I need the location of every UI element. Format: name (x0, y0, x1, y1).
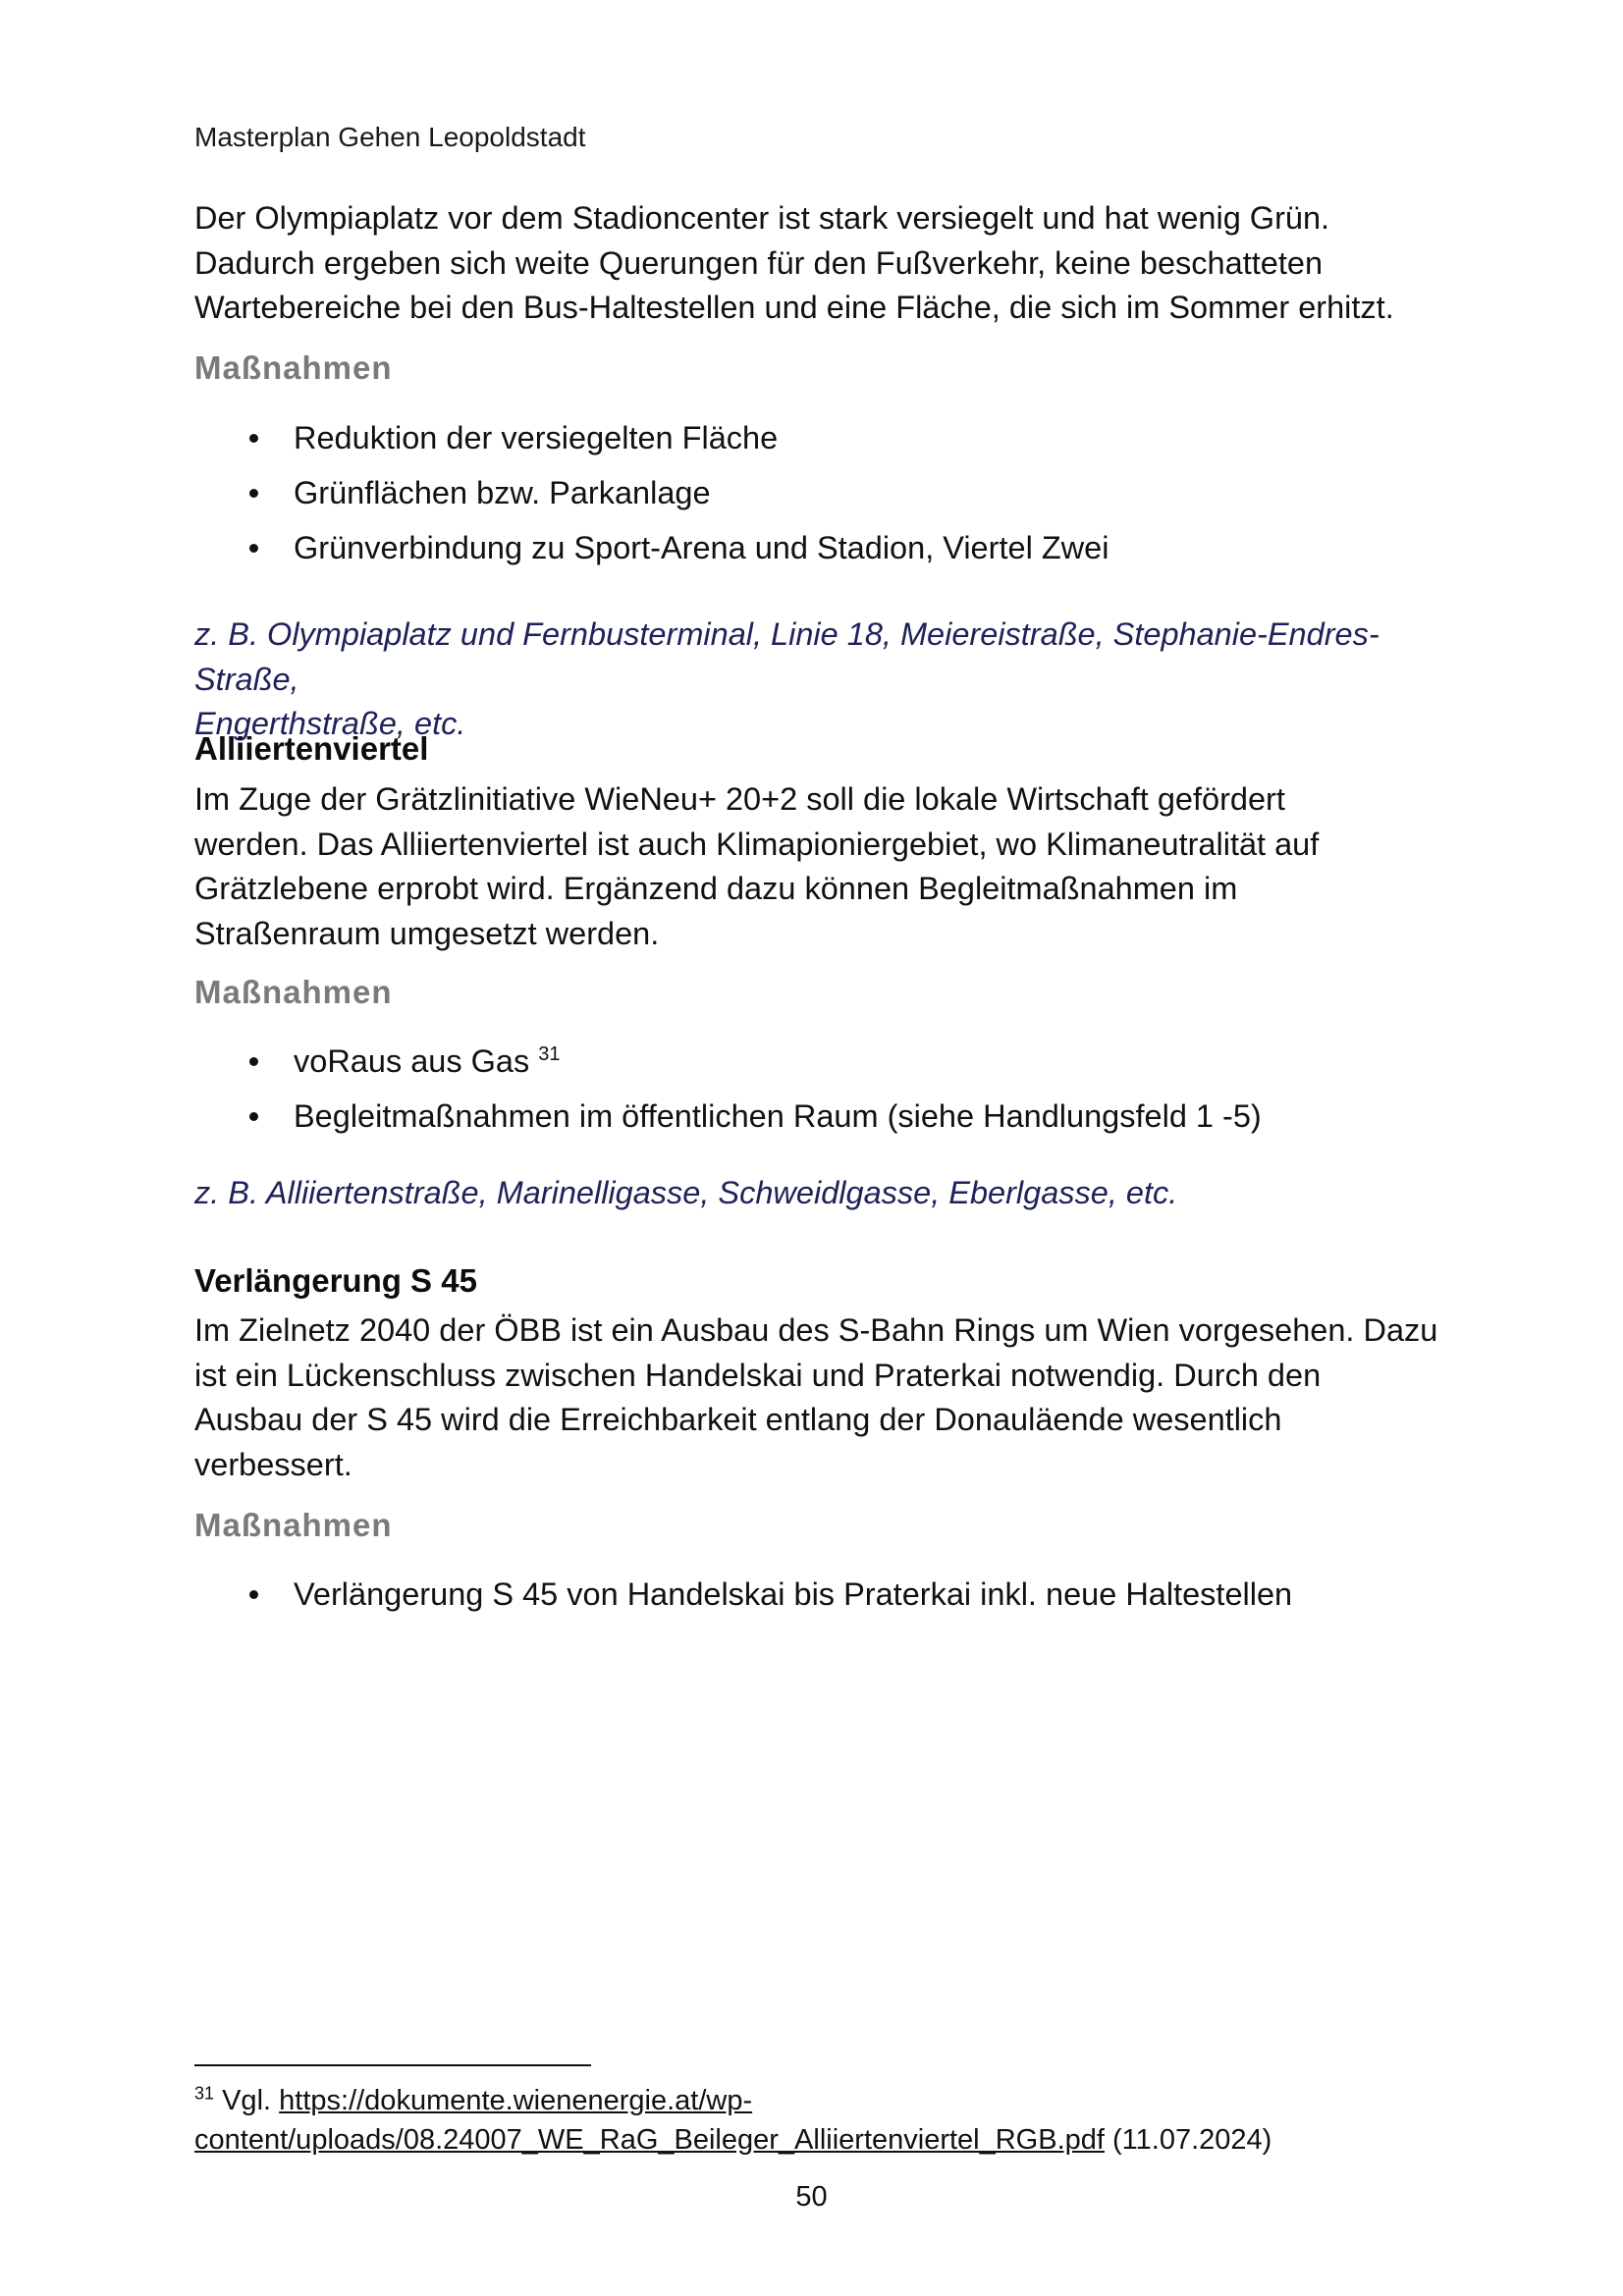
s45-paragraph (194, 1308, 1461, 1487)
s45-measures-list (194, 1567, 1292, 1622)
footnote-separator (194, 2064, 591, 2066)
bullet-icon (249, 1057, 258, 1066)
section-heading-alliiertenviertel: Alliiertenviertel (194, 730, 429, 767)
footnote-reference[interactable]: 31 (538, 1043, 561, 1066)
list-item: Begleitmaßnahmen im öffentlichen Raum (siehe Handlungsfeld 1 -5) (194, 1089, 1262, 1144)
footnote-prefix: Vgl. (222, 2085, 272, 2116)
footnote-link[interactable]: content/uploads/08.24007_WE_RaG_Beileger_Alliiertenviertel_RGB.pdf (194, 2124, 1105, 2156)
paragraph-line: ist ein Lückenschluss zwischen Handelskai und Praterkai notwendig. Durch den (194, 1357, 1322, 1393)
bullet-icon (249, 434, 258, 443)
footnote-number: 31 (194, 2083, 215, 2104)
footnote-date: (11.07.2024) (1112, 2124, 1272, 2156)
intro-measures-list (194, 410, 1109, 575)
paragraph-line: werden. Das Alliiertenviertel ist auch Klimapioniergebiet, wo Klimaneutralität auf (194, 826, 1320, 862)
bullet-icon (249, 1590, 258, 1599)
intro-line: Wartebereiche bei den Bus-Haltestellen und eine Fläche, die sich im Sommer erhitzt. (194, 290, 1394, 325)
intro-line: Der Olympiaplatz vor dem Stadioncenter ist stark versiegelt und hat wenig Grün. (194, 200, 1330, 236)
list-item: Verlängerung S 45 von Handelskai bis Praterkai inkl. neue Haltestellen (194, 1567, 1292, 1622)
section-heading-s45: Verlängerung S 45 (194, 1262, 477, 1299)
list-item: Grünverbindung zu Sport-Arena und Stadion, Viertel Zwei (194, 520, 1109, 575)
measures-heading: Maßnahmen (194, 974, 393, 1010)
footnote-line (194, 2081, 1471, 2120)
footnote-line (194, 2120, 1471, 2160)
alliiertenviertel-measures-list (194, 1034, 1262, 1144)
bullet-icon (249, 544, 258, 553)
paragraph-line: verbessert. (194, 1446, 352, 1482)
example-note (194, 613, 1471, 747)
paragraph-line: Grätzlebene erprobt wird. Ergänzend dazu können Begleitmaßnahmen im (194, 871, 1238, 906)
list-item: voRaus aus Gas $^{31}$ (194, 1034, 1262, 1089)
example-line: Engerthstraße, etc. (194, 706, 466, 741)
measures-heading: Maßnahmen (194, 349, 393, 386)
paragraph-line: Ausbau der S 45 wird die Erreichbarkeit entlang der Donauläende wesentlich (194, 1402, 1282, 1437)
intro-line: Dadurch ergeben sich weite Querungen für den Fußverkehr, keine beschatteten (194, 244, 1324, 281)
list-item: Grünflächen bzw. Parkanlage (194, 465, 1109, 520)
bullet-icon (249, 1112, 258, 1121)
list-item: Reduktion der versiegelten Fläche (194, 410, 1109, 465)
example-note: z. B. Alliiertenstraße, Marinelligasse, Schweidlgasse, Eberlgasse, etc. (194, 1175, 1178, 1210)
example-line: z. B. Olympiaplatz und Fernbusterminal, Linie 18, Meiereistraße, Stephanie-Endres-Straße, (194, 616, 1380, 697)
bullet-icon (249, 489, 258, 498)
paragraph-line: Im Zuge der Grätzlinitiative WieNeu+ 20+2 soll die lokale Wirtschaft gefördert (194, 781, 1285, 817)
running-header: Masterplan Gehen Leopoldstadt (194, 122, 586, 152)
paragraph-line: Im Zielnetz 2040 der ÖBB ist ein Ausbau des S-Bahn Rings um Wien vorgesehen. Dazu (194, 1312, 1438, 1348)
page-number: 50 (795, 2181, 828, 2213)
measures-heading: Maßnahmen (194, 1507, 393, 1543)
alliiertenviertel-paragraph (194, 777, 1461, 956)
paragraph-line: Straßenraum umgesetzt werden. (194, 915, 660, 951)
intro-paragraph (194, 196, 1461, 331)
footnote-link[interactable]: https://dokumente.wienenergie.at/wp- (279, 2085, 753, 2116)
footnote (194, 2081, 1471, 2160)
